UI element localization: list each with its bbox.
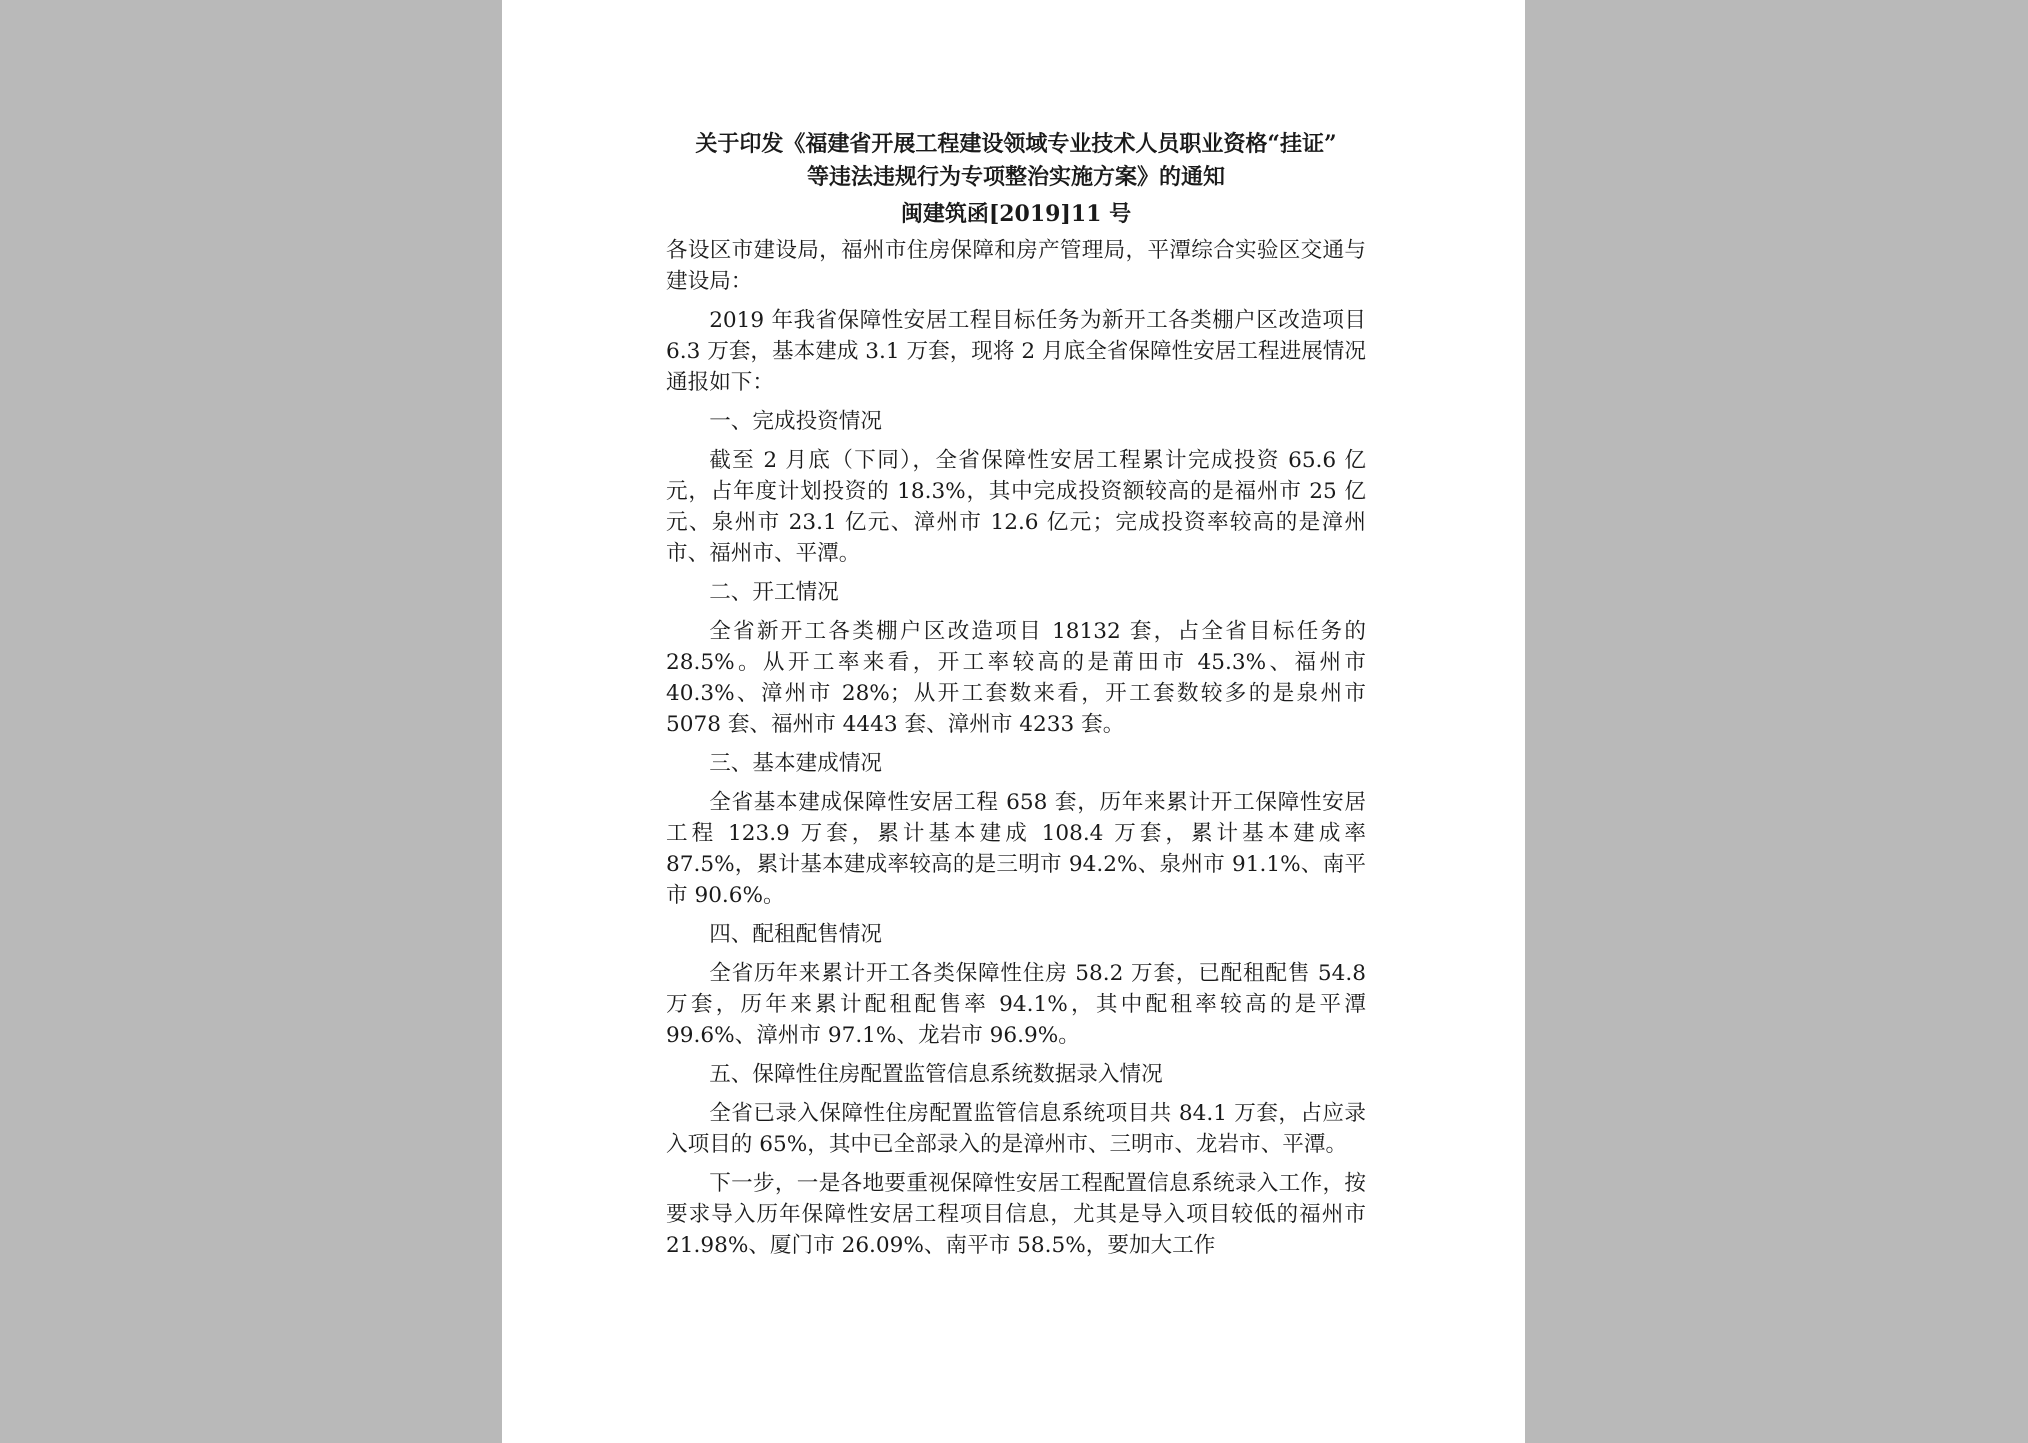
document-number: 闽建筑函[2019]11 号 bbox=[900, 201, 1132, 227]
section-heading: 一、完成投资情况 bbox=[709, 409, 882, 434]
page-content bbox=[666, 128, 1366, 1269]
section-body: 全省基本建成保障性安居工程 658 套，历年来累计开工保障性安居工程 123.9 万套，累计基本建成 108.4 万套，累计基本建成率 87.5%，累计基本建成率较高的是三明市 94.2%、泉州市 91.1%、南平市 90.6%。 bbox=[666, 790, 1366, 908]
document-page bbox=[502, 0, 1525, 1443]
intro-paragraph: 2019 年我省保障性安居工程目标任务为新开工各类棚户区改造项目 6.3 万套，基本建成 3.1 万套，现将 2 月底全省保障性安居工程进展情况通报如下： bbox=[666, 308, 1366, 395]
title-line-2: 等违法违规行为专项整治实施方案》的通知 bbox=[806, 164, 1225, 190]
section-body: 全省已录入保障性住房配置监管信息系统项目共 84.1 万套，占应录入项目的 65%，其中已全部录入的是漳州市、三明市、龙岩市、平潭。 bbox=[666, 1101, 1366, 1157]
section-body: 全省新开工各类棚户区改造项目 18132 套，占全省目标任务的 28.5%。从开工率来看，开工率较高的是莆田市 45.3%、福州市 40.3%、漳州市 28%；从开工套数来看，开工套数较多的是泉州市 5078 套、福州市 4443 套、漳州市 4233 套。 bbox=[666, 619, 1366, 737]
title-line-1: 关于印发《福建省开展工程建设领域专业技术人员职业资格“挂证” bbox=[695, 131, 1337, 157]
closing-paragraph: 下一步，一是各地要重视保障性安居工程配置信息系统录入工作，按要求导入历年保障性安居工程项目信息，尤其是导入项目较低的福州市 21.98%、厦门市 26.09%、南平市 58.5%，要加大工作 bbox=[666, 1171, 1366, 1258]
section-heading: 五、保障性住房配置监管信息系统数据录入情况 bbox=[709, 1062, 1163, 1087]
section-heading: 四、配租配售情况 bbox=[709, 922, 882, 947]
section-body: 截至 2 月底（下同），全省保障性安居工程累计完成投资 65.6 亿元，占年度计划投资的 18.3%，其中完成投资额较高的是福州市 25 亿元、泉州市 23.1 亿元、漳州市 12.6 亿元；完成投资率较高的是漳州市、福州市、平潭。 bbox=[666, 448, 1366, 566]
section-heading: 三、基本建成情况 bbox=[709, 751, 882, 776]
section-heading: 二、开工情况 bbox=[709, 580, 839, 605]
document-title bbox=[666, 128, 1366, 194]
salutation: 各设区市建设局，福州市住房保障和房产管理局，平潭综合实验区交通与建设局： bbox=[666, 238, 1366, 294]
section-body: 全省历年来累计开工各类保障性住房 58.2 万套，已配租配售 54.8 万套，历年来累计配租配售率 94.1%，其中配租率较高的是平潭 99.6%、漳州市 97.1%、龙岩市 96.9%。 bbox=[666, 961, 1366, 1048]
